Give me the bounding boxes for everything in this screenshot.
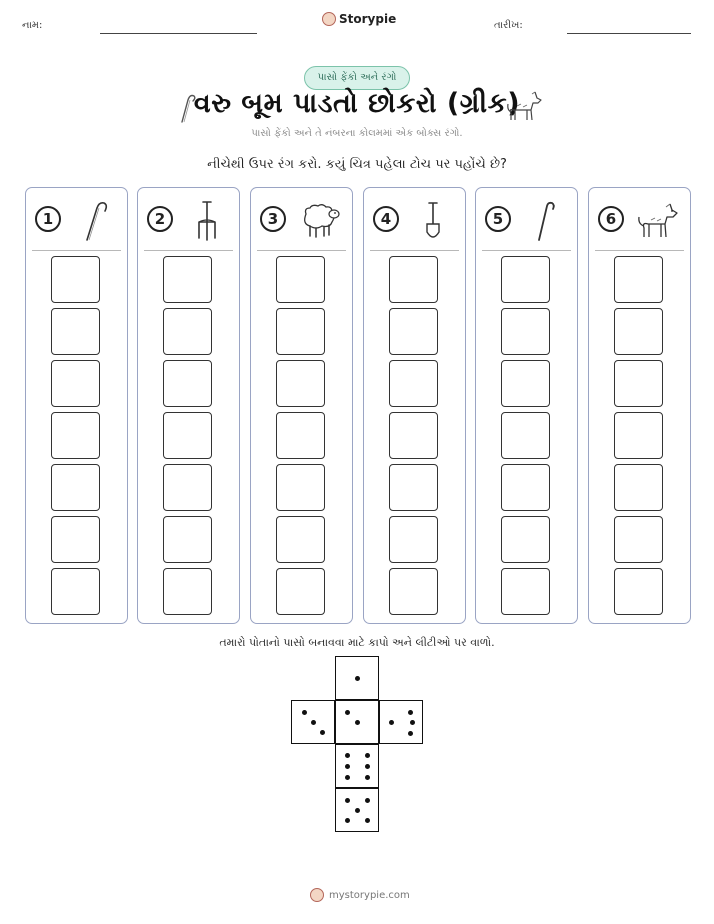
pip xyxy=(408,731,413,736)
color-box[interactable] xyxy=(501,308,550,355)
color-box[interactable] xyxy=(501,412,550,459)
color-box[interactable] xyxy=(276,360,325,407)
color-box[interactable] xyxy=(163,412,212,459)
color-box[interactable] xyxy=(501,464,550,511)
color-box[interactable] xyxy=(614,464,663,511)
column-separator xyxy=(370,250,459,251)
color-box[interactable] xyxy=(389,308,438,355)
color-box[interactable] xyxy=(501,568,550,615)
die-face-1b xyxy=(335,700,379,744)
die-face-6 xyxy=(335,744,379,788)
column-5 xyxy=(475,187,578,624)
cane-icon xyxy=(523,200,567,242)
color-box[interactable] xyxy=(614,516,663,563)
color-box[interactable] xyxy=(51,516,100,563)
die-face-1 xyxy=(335,656,379,700)
date-line[interactable] xyxy=(567,33,691,34)
color-box[interactable] xyxy=(276,516,325,563)
name-label: નામ: xyxy=(22,20,43,31)
color-box[interactable] xyxy=(51,308,100,355)
pip xyxy=(410,720,415,725)
color-box[interactable] xyxy=(51,464,100,511)
color-box[interactable] xyxy=(614,568,663,615)
column-2 xyxy=(137,187,240,624)
color-box[interactable] xyxy=(389,412,438,459)
name-line[interactable] xyxy=(100,33,257,34)
pip xyxy=(365,764,370,769)
color-box[interactable] xyxy=(276,256,325,303)
pip xyxy=(345,775,350,780)
pitchfork-icon xyxy=(185,200,229,242)
color-box[interactable] xyxy=(614,256,663,303)
date-label: તારીખ: xyxy=(494,20,523,31)
color-box[interactable] xyxy=(501,360,550,407)
storypie-mascot-icon xyxy=(322,12,336,26)
column-separator xyxy=(32,250,121,251)
die-face-2 xyxy=(379,700,423,744)
pip xyxy=(365,818,370,823)
brand-logo xyxy=(322,12,396,26)
column-number: 2 xyxy=(147,206,173,232)
color-box[interactable] xyxy=(51,360,100,407)
color-box[interactable] xyxy=(163,256,212,303)
page-title: વરુ બૂમ પાડતો છોકરો (ગ્રીક) xyxy=(193,88,521,119)
color-box[interactable] xyxy=(614,308,663,355)
color-box[interactable] xyxy=(51,412,100,459)
color-box[interactable] xyxy=(163,568,212,615)
column-6 xyxy=(588,187,691,624)
page-subtitle: પાસો ફેંકો અને તે નંબરના કોલમમાં એક બોક્સ રંગો. xyxy=(251,128,463,139)
color-box[interactable] xyxy=(276,464,325,511)
color-box[interactable] xyxy=(389,256,438,303)
color-box[interactable] xyxy=(163,360,212,407)
color-box[interactable] xyxy=(389,464,438,511)
cut-instruction: તમારો પોતાનો પાસો બનાવવા માટે કાપો અને લીટીઓ પર વાળો. xyxy=(219,636,495,649)
color-box[interactable] xyxy=(163,308,212,355)
wolf-icon xyxy=(636,200,680,242)
color-box[interactable] xyxy=(51,568,100,615)
pip xyxy=(345,764,350,769)
column-separator xyxy=(595,250,684,251)
column-number: 5 xyxy=(485,206,511,232)
color-box[interactable] xyxy=(389,516,438,563)
shovel-icon xyxy=(411,200,455,242)
pip xyxy=(345,818,350,823)
column-4 xyxy=(363,187,466,624)
activity-pill: પાસો ફેંકો અને રંગો xyxy=(304,66,410,90)
pip xyxy=(365,775,370,780)
die-face-5 xyxy=(335,788,379,832)
column-number: 1 xyxy=(35,206,61,232)
die-face-3 xyxy=(291,700,335,744)
footer-url[interactable]: mystorypie.com xyxy=(329,889,410,901)
footer xyxy=(310,888,410,902)
color-box[interactable] xyxy=(501,516,550,563)
pip xyxy=(389,720,394,725)
color-box[interactable] xyxy=(389,568,438,615)
column-number: 4 xyxy=(373,206,399,232)
color-box[interactable] xyxy=(501,256,550,303)
pip xyxy=(345,753,350,758)
column-separator xyxy=(482,250,571,251)
color-box[interactable] xyxy=(163,464,212,511)
pip xyxy=(311,720,316,725)
column-number: 3 xyxy=(260,206,286,232)
color-box[interactable] xyxy=(276,308,325,355)
sheep-icon xyxy=(298,200,342,242)
pip xyxy=(355,720,360,725)
column-separator xyxy=(257,250,346,251)
storypie-mascot-icon xyxy=(310,888,324,902)
column-3 xyxy=(250,187,353,624)
color-box[interactable] xyxy=(51,256,100,303)
brand-name: Storypie xyxy=(339,12,397,26)
color-box[interactable] xyxy=(614,360,663,407)
pip xyxy=(345,798,350,803)
color-box[interactable] xyxy=(276,412,325,459)
color-box[interactable] xyxy=(163,516,212,563)
pip xyxy=(408,710,413,715)
pip xyxy=(365,798,370,803)
column-1 xyxy=(25,187,128,624)
pip xyxy=(320,730,325,735)
color-box[interactable] xyxy=(614,412,663,459)
pip xyxy=(345,710,350,715)
column-number: 6 xyxy=(598,206,624,232)
pip xyxy=(355,808,360,813)
pip xyxy=(365,753,370,758)
shepherd-crook-icon xyxy=(73,200,117,242)
color-box[interactable] xyxy=(276,568,325,615)
wolf-icon xyxy=(505,88,545,124)
instruction-text: નીચેથી ઉપર રંગ કરો. કયું ચિત્ર પહેલા ટોચ પર પહોંચે છે? xyxy=(207,157,507,172)
color-box[interactable] xyxy=(389,360,438,407)
pip xyxy=(302,710,307,715)
column-separator xyxy=(144,250,233,251)
pip xyxy=(355,676,360,681)
